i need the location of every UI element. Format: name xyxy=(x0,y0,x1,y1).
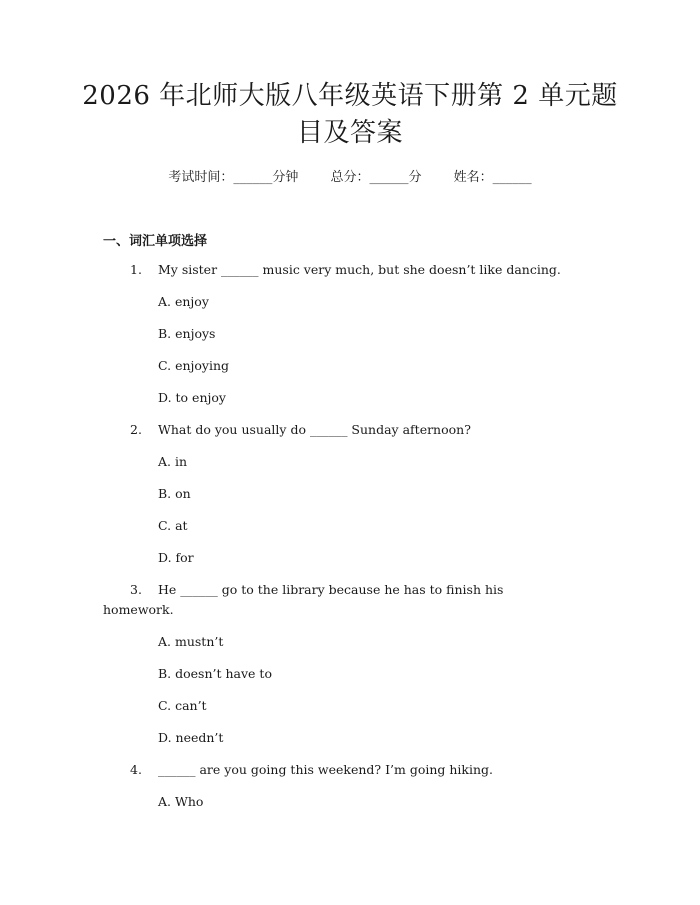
exam-time: 考试时间：______分钟 xyxy=(168,170,299,185)
question-text: He ______ go to the library because he has to finish his xyxy=(158,582,504,597)
question-number: 1. xyxy=(130,262,142,277)
question-number: 2. xyxy=(130,422,142,437)
title-line-2: 目及答案 xyxy=(296,118,403,148)
student-name: 姓名：______ xyxy=(453,170,532,185)
option-b: B. doesn’t have to xyxy=(158,666,272,681)
option-c: C. enjoying xyxy=(158,358,230,373)
question-number: 4. xyxy=(130,762,142,777)
option-a: A. in xyxy=(158,454,188,469)
section-heading: 一、词汇单项选择 xyxy=(103,234,208,249)
option-c: C. can’t xyxy=(158,698,207,713)
page-title xyxy=(80,78,620,152)
question-text: ______ are you going this weekend? I’m going hiking. xyxy=(158,762,494,777)
option-a: A. enjoy xyxy=(158,294,209,309)
exam-meta xyxy=(0,168,700,188)
option-c: C. at xyxy=(158,518,188,533)
question-text-continued: homework. xyxy=(103,602,174,617)
exam-score: 总分：______分 xyxy=(330,170,422,185)
option-b: B. enjoys xyxy=(158,326,216,341)
question-number: 3. xyxy=(130,582,142,597)
option-d: D. to enjoy xyxy=(158,390,226,405)
option-a: A. mustn’t xyxy=(158,634,224,649)
option-d: D. needn’t xyxy=(158,730,224,745)
title-line-1: 2026 年北师大版八年级英语下册第 2 单元题 xyxy=(82,81,618,111)
question-text: My sister ______ music very much, but she doesn’t like dancing. xyxy=(158,262,561,277)
option-a: A. Who xyxy=(158,794,204,809)
question-text: What do you usually do ______ Sunday afternoon? xyxy=(158,422,471,437)
option-d: D. for xyxy=(158,550,194,565)
option-b: B. on xyxy=(158,486,191,501)
